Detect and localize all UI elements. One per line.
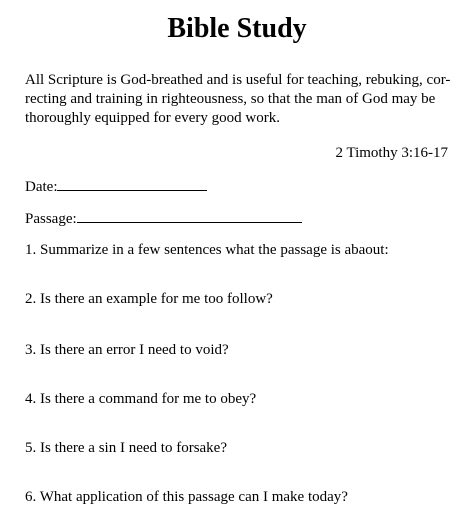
question-4: 4. Is there a command for me to obey? — [25, 391, 257, 407]
question-2: 2. Is there an example for me too follow? — [25, 291, 273, 307]
question-5: 5. Is there a sin I need to forsake? — [25, 440, 228, 456]
question-6: 6. What application of this passage can I make today? — [25, 489, 348, 505]
date-field — [25, 176, 207, 197]
verse-line: recting and training in righteousness, so that the man of God may be — [25, 91, 436, 107]
passage-field — [25, 208, 302, 229]
passage-label: Passage: — [25, 211, 77, 227]
page-title: Bible Study — [167, 13, 307, 44]
scripture-verse — [25, 71, 449, 128]
verse-reference: 2 Timothy 3:16-17 — [335, 145, 448, 161]
passage-blank-line[interactable] — [77, 208, 302, 223]
question-1: 1. Summarize in a few sentences what the passage is abaout: — [25, 242, 389, 258]
verse-line: All Scripture is God-breathed and is useful for teaching, rebuking, cor- — [25, 72, 451, 88]
question-3: 3. Is there an error I need to void? — [25, 342, 229, 358]
date-blank-line[interactable] — [57, 176, 207, 191]
verse-line: thoroughly equipped for every good work. — [25, 110, 280, 126]
date-label: Date: — [25, 179, 58, 195]
